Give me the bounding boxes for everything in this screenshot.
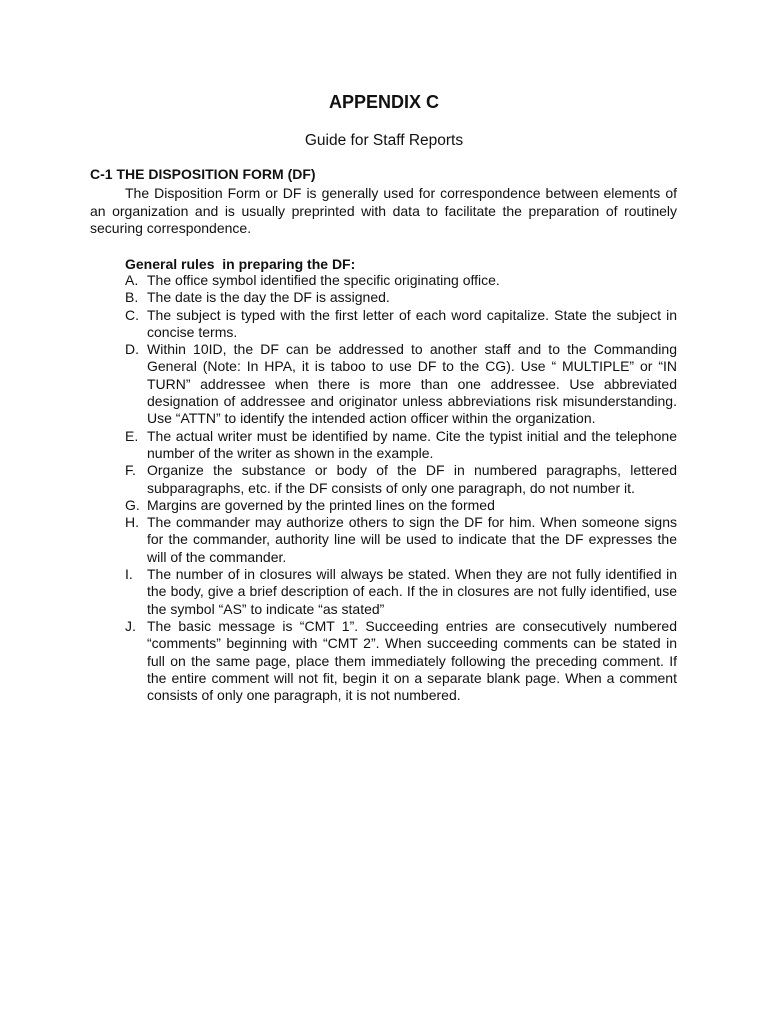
rule-text: Margins are governed by the printed lines on the formed: [147, 496, 495, 513]
rule-item: [125, 428, 677, 463]
rule-text: The subject is typed with the first letter of each word capitalize. State the subject in concise terms.: [147, 306, 677, 340]
section-heading: C-1 THE DISPOSITION FORM (DF): [90, 166, 316, 182]
rule-text: The number of in closures will always be stated. When they are not fully identified in the body, give a brief description of each. If the in closures are not fully identified, use the symbol “AS” to indicate “as stated”: [147, 566, 677, 617]
rule-letter: A.: [125, 272, 139, 288]
rule-item: [125, 514, 677, 566]
rule-letter: B.: [125, 289, 139, 306]
appendix-subtitle: Guide for Staff Reports: [304, 132, 464, 149]
rule-item: [125, 497, 677, 514]
rule-text: Organize the substance or body of the DF in numbered paragraphs, lettered subparagraphs, etc. if the DF consists of only one paragraph, do not number it.: [147, 462, 677, 496]
rule-item: [125, 341, 677, 427]
rule-text: The actual writer must be identified by name. Cite the typist initial and the telephone number of the writer as shown in the example.: [147, 427, 677, 461]
rule-text: The date is the day the DF is assigned.: [147, 289, 390, 306]
rule-letter: E.: [125, 427, 139, 444]
rule-item: [125, 272, 677, 289]
intro-paragraph: The Disposition Form or DF is generally used for correspondence between elements of an organization and is usually preprinted with data to facilitate the preparation of routinely securing correspondence.: [90, 185, 677, 236]
rules-list: [125, 272, 677, 704]
rule-letter: H.: [125, 514, 139, 531]
rule-letter: C.: [125, 306, 139, 323]
rule-letter: I.: [125, 566, 133, 583]
rules-heading: General rules in preparing the DF:: [125, 256, 356, 272]
rule-item: [125, 566, 677, 618]
rule-item: [125, 618, 677, 704]
rule-item: [125, 462, 677, 497]
rule-text: The office symbol identified the specific originating office.: [147, 272, 500, 288]
rule-letter: G.: [125, 496, 140, 513]
appendix-title: APPENDIX C: [328, 92, 440, 112]
rule-letter: J.: [125, 617, 136, 634]
rule-item: [125, 307, 677, 342]
rule-text: The basic message is “CMT 1”. Succeeding entries are consecutively numbered “comments” beginning with “CMT 2”. When succeeding comments can be stated in full on the same page, place them immediately following the preceding comment. If the entire comment will not fit, begin it on a separate blank page. When a comment consists of only one paragraph, it is not numbered.: [147, 617, 677, 704]
rule-letter: D.: [125, 341, 139, 358]
rule-letter: F.: [125, 462, 136, 479]
rule-text: Within 10ID, the DF can be addressed to another staff and to the Commanding General (Note: In HPA, it is taboo to use DF to the CG). Use “ MULTIPLE” or “IN TURN” addressee when there is more than one addressee. Use abbreviated designation of addressee and originator unless abbreviations risk misunderstanding. Use “ATTN” to identify the intended action officer within the organization.: [147, 341, 677, 427]
rule-item: [125, 289, 677, 306]
rule-text: The commander may authorize others to sign the DF for him. When someone signs for the commander, authority line will be used to indicate that the DF expresses the will of the commander.: [147, 514, 677, 565]
